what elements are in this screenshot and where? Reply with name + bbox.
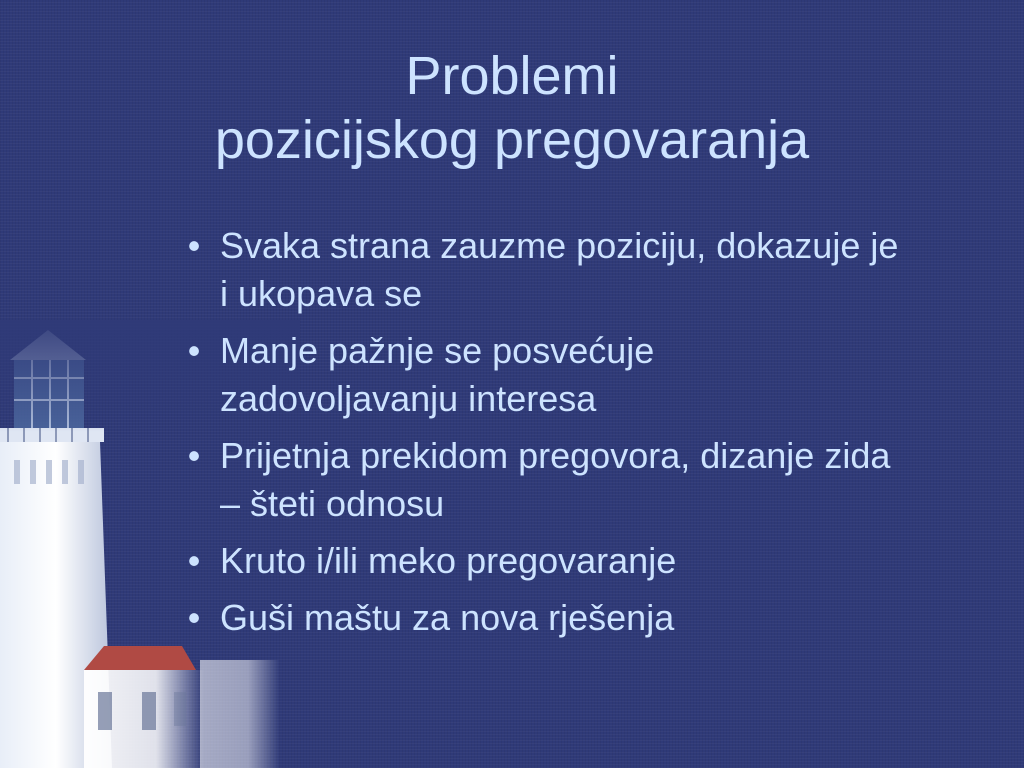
slide-title-line-1: Problemi bbox=[405, 46, 619, 106]
bullet-text: Prijetnja prekidom pregovora, dizanje zida – šteti odnosu bbox=[220, 435, 891, 524]
bullet-text: Manje pažnje se posvećuje zadovoljavanju interesa bbox=[220, 330, 655, 419]
bullet-text: Guši maštu za nova rješenja bbox=[220, 597, 675, 638]
bullet-item bbox=[182, 327, 902, 423]
bullet-icon: • bbox=[187, 435, 201, 476]
bullet-icon: • bbox=[187, 225, 201, 266]
bullet-item bbox=[182, 594, 902, 642]
slide-title-line-2: pozicijskog pregovaranja bbox=[214, 110, 810, 170]
bullet-icon: • bbox=[187, 597, 201, 638]
bullet-text: Svaka strana zauzme poziciju, dokazuje je i ukopava se bbox=[220, 225, 899, 314]
bullet-item bbox=[182, 222, 902, 318]
bullet-item bbox=[182, 537, 902, 585]
bullet-icon: • bbox=[187, 540, 201, 581]
bullet-icon: • bbox=[187, 330, 201, 371]
bullet-text: Kruto i/ili meko pregovaranje bbox=[220, 540, 677, 581]
bullet-list bbox=[182, 222, 902, 651]
bullet-item bbox=[182, 432, 902, 528]
slide-title bbox=[0, 44, 1024, 172]
